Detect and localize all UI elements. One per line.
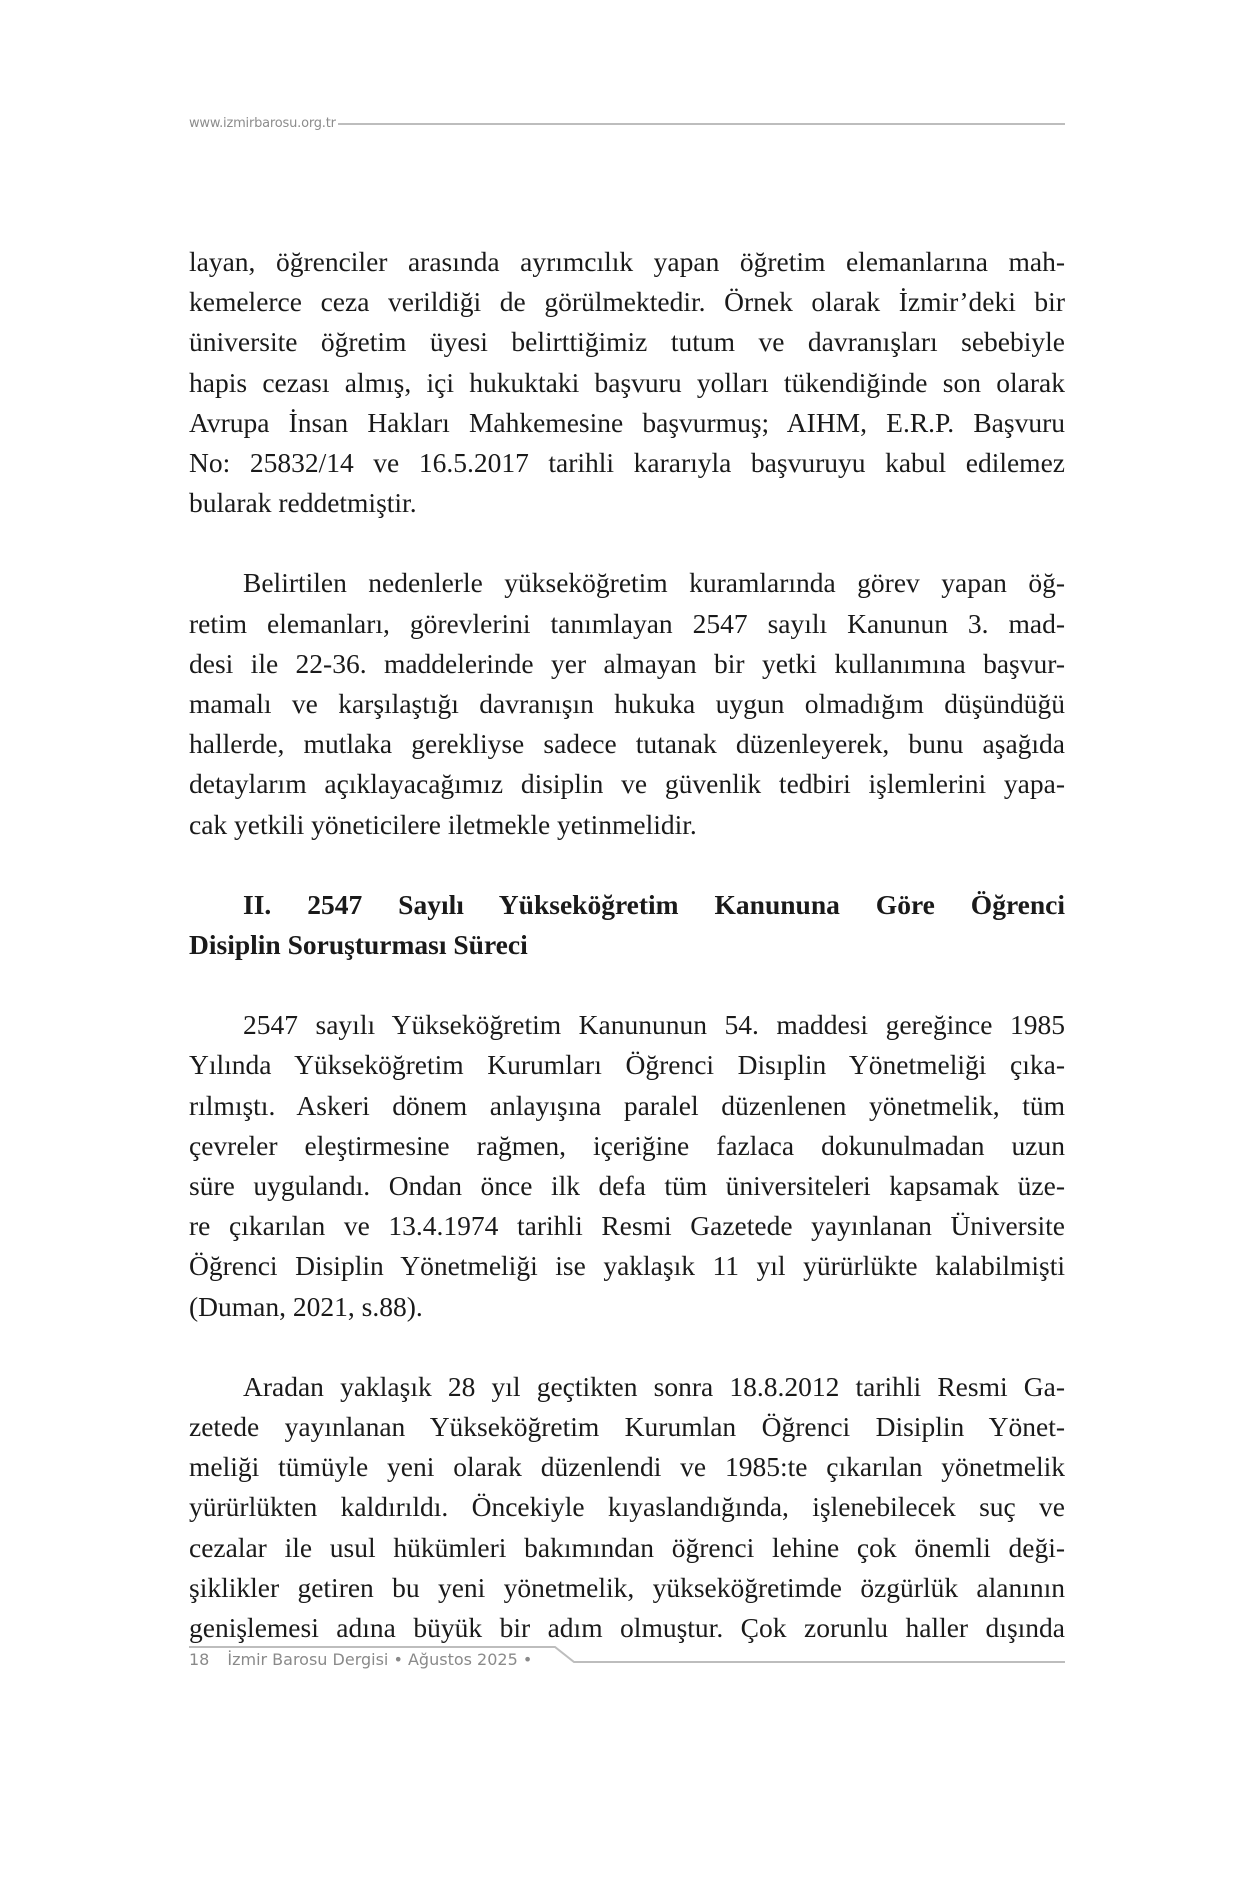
text-line: genişlemesi adına büyük bir adım olmuştur. Çok zorunlu haller dışında <box>189 1612 1065 1644</box>
text-line: hallerde, mutlaka gerekliyse sadece tutanak düzenleyerek, bunu aşağıda <box>189 728 1065 760</box>
text-line: üniversite öğretim üyesi belirttiğimiz tutum ve davranışları sebebiyle <box>189 326 1065 358</box>
text-line: yürürlükten kaldırıldı. Öncekiyle kıyaslandığında, işlenebilecek suç ve <box>189 1491 1065 1523</box>
text-line: layan, öğrenciler arasında ayrımcılık yapan öğretim elemanlarına mah- <box>189 246 1065 277</box>
text-line: No: 25832/14 ve 16.5.2017 tarihli kararıyla başvuruyu kabul edilemez <box>189 447 1065 479</box>
text-line: re çıkarılan ve 13.4.1974 tarihli Resmi Gazetede yayınlanan Üniversite <box>189 1210 1065 1242</box>
text-line: cezalar ile usul hükümleri bakımından öğrenci lehine çok önemli deği- <box>189 1531 1065 1563</box>
text-line: desi ile 22-36. maddelerinde yer almayan bir yetki kullanımına başvur- <box>189 647 1065 679</box>
text-line: cak yetkili yöneticilere iletmekle yetinmelidir. <box>189 808 697 840</box>
paragraph-3 <box>189 1005 1065 1327</box>
section-heading <box>189 885 1065 965</box>
page-header <box>189 113 1065 133</box>
paragraph-2 <box>189 563 1065 844</box>
text-line: mamalı ve karşılaştığı davranışın hukuka uygun olmadığım düşündüğü <box>189 688 1065 720</box>
text-line: meliği tümüyle yeni olarak düzenlendi ve 1985:te çıkarılan yönetmelik <box>189 1451 1065 1483</box>
page-number: 18 <box>189 1650 210 1669</box>
heading-line: Disiplin Soruşturması Süreci <box>189 929 528 961</box>
header-url: www.izmirbarosu.org.tr <box>189 115 336 131</box>
paragraph-1 <box>189 242 1065 523</box>
text-line: zetede yayınlanan Yükseköğretim Kurumlan Öğrenci Disiplin Yönet- <box>189 1411 1065 1443</box>
text-line: şiklikler getiren bu yeni yönetmelik, yükseköğretimde özgürlük alanının <box>189 1571 1065 1603</box>
text-line: rılmıştı. Askeri dönem anlayışına paralel düzenlenen yönetmelik, tüm <box>189 1089 1065 1121</box>
paragraph-4 <box>189 1367 1065 1648</box>
footer-text <box>189 1650 532 1669</box>
heading-line: II. 2547 Sayılı Yükseköğretim Kanununa Göre Öğrenci <box>243 888 1065 920</box>
text-line: detaylarım açıklayacağımız disiplin ve güvenlik tedbiri işlemlerini yapa- <box>189 768 1065 800</box>
text-line: süre uygulandı. Ondan önce ilk defa tüm üniversiteleri kapsamak üze- <box>189 1170 1065 1202</box>
text-line: bularak reddetmiştir. <box>189 487 417 519</box>
publication-info: İzmir Barosu Dergisi • Ağustos 2025 • <box>227 1650 533 1669</box>
text-line: hapis cezası almış, içi hukuktaki başvuru yolları tükendiğinde son olarak <box>189 366 1065 398</box>
article-body <box>189 242 1065 1648</box>
text-line: kemelerce ceza verildiği de görülmektedir. Örnek olarak İzmir’deki bir <box>189 286 1065 318</box>
text-line: Öğrenci Disiplin Yönetmeliği ise yaklaşık 11 yıl yürürlükte kalabilmişti <box>189 1250 1065 1282</box>
text-line: 2547 sayılı Yükseköğretim Kanununun 54. maddesi gereğince 1985 <box>243 1009 1065 1041</box>
text-line: Aradan yaklaşık 28 yıl geçtikten sonra 18.8.2012 tarihli Resmi Ga- <box>243 1370 1065 1402</box>
page-footer <box>189 1638 1065 1678</box>
header-rule <box>338 123 1065 125</box>
text-line: Avrupa İnsan Hakları Mahkemesine başvurmuş; AIHM, E.R.P. Başvuru <box>189 406 1065 438</box>
text-line: (Duman, 2021, s.88). <box>189 1290 423 1322</box>
text-line: Yılında Yükseköğretim Kurumları Öğrenci Disıplin Yönetmeliği çıka- <box>189 1049 1065 1081</box>
text-line: retim elemanları, görevlerini tanımlayan 2547 sayılı Kanunun 3. mad- <box>189 607 1065 639</box>
text-line: çevreler eleştirmesine rağmen, içeriğine fazlaca dokunulmadan uzun <box>189 1129 1065 1161</box>
text-line: Belirtilen nedenlerle yükseköğretim kuramlarında görev yapan öğ- <box>243 567 1065 599</box>
